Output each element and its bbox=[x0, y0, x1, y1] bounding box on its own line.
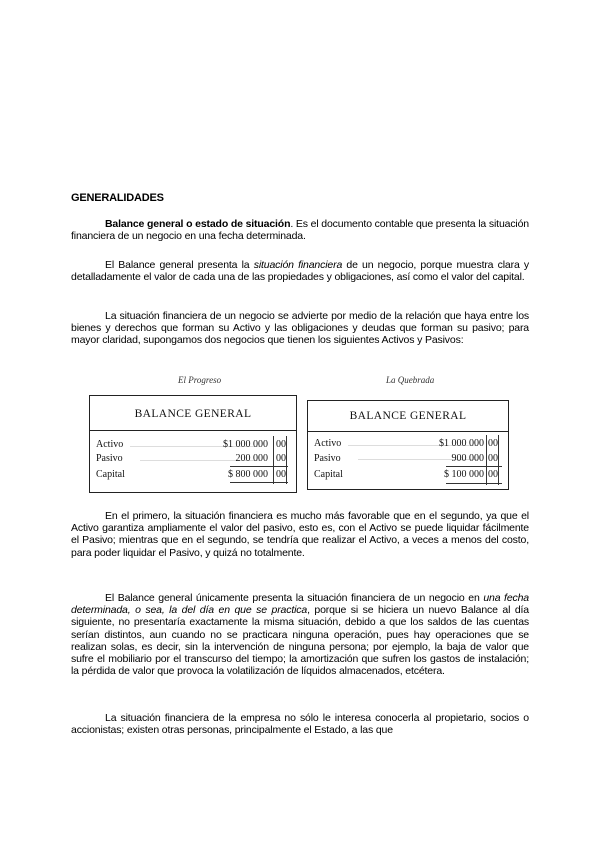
row-amount: 200 000 bbox=[235, 453, 268, 464]
paragraph-text: El Balance general presenta la bbox=[105, 259, 254, 271]
row-cents: 00 bbox=[276, 469, 286, 480]
paragraph-text: de un negocio, porque muestra clara y detalladamente el valor de cada una de las propiedades y obligaciones, así como el valor del capital. bbox=[71, 259, 529, 284]
definition-term: Balance general o estado de situación bbox=[105, 218, 291, 230]
emphasis-text: situación financiera bbox=[253, 259, 343, 271]
row-cents: 00 bbox=[488, 453, 498, 464]
balance-row-2-activo bbox=[308, 438, 508, 450]
row-cents: 00 bbox=[488, 438, 498, 449]
balance-sheet-2 bbox=[307, 400, 509, 490]
row-cents: 00 bbox=[276, 453, 286, 464]
paragraph-presents bbox=[71, 259, 529, 283]
balance-sheet-1 bbox=[89, 395, 297, 493]
balance-title-1: BALANCE GENERAL bbox=[134, 408, 252, 420]
paragraph-comparison: En el primero, la situación financiera es mucho más favorable que en el segundo, ya que el Activo garantiza ampliamente el valor del pasivo, esto es, con el Activo se puede liquidar fácilmente el Pasivo; mientras que en el segundo, se tendría que realizar el Activo, a veces a menos del costo, para poder liquidar el Pasivo, y quizá no totalmente. bbox=[71, 510, 529, 559]
row-label: Capital bbox=[96, 469, 125, 480]
paragraph-date bbox=[71, 592, 529, 677]
row-label: Pasivo bbox=[96, 453, 123, 464]
balance-row-2-pasivo bbox=[308, 453, 508, 465]
row-amount: $1 000 000 bbox=[439, 438, 484, 449]
balance-caption-1: El Progreso bbox=[178, 375, 222, 385]
balance-row-1-capital bbox=[90, 469, 296, 481]
paragraph-text: , porque si se hiciera un nuevo Balance al día siguiente, no presentaría exactamente la misma situación, debido a que los saldos de las cuentas serían distintos, aun cuando no se practicara ninguna operación, pues hay operaciones que se realizan solas, es decir, sin la intervención de ninguna persona; por ejemplo, la baja de valor que sufre el mobiliario por el transcurso del tiempo; la amortización que sufren los gastos de instalación; la pérdida de valor que provoca la volatilización de líquidos almacenados, etcétera. bbox=[71, 604, 530, 678]
balance-row-1-activo bbox=[90, 439, 296, 451]
balance-row-1-pasivo bbox=[90, 453, 296, 465]
row-label: Capital bbox=[314, 469, 343, 480]
row-amount: 900 000 bbox=[451, 453, 484, 464]
balance-caption-2: La Quebrada bbox=[386, 375, 435, 385]
balance-title-2: BALANCE GENERAL bbox=[349, 410, 467, 422]
row-label: Activo bbox=[96, 439, 124, 450]
row-amount: $1 000 000 bbox=[223, 439, 268, 450]
row-cents: 00 bbox=[276, 439, 286, 450]
row-label: Pasivo bbox=[314, 453, 341, 464]
paragraph-text: El Balance general únicamente presenta la situación financiera de un negocio en bbox=[105, 592, 484, 604]
row-cents: 00 bbox=[488, 469, 498, 480]
paragraph-definition bbox=[71, 218, 529, 242]
row-amount: $ 100 000 bbox=[444, 469, 484, 480]
emphasis-text: una fecha determinada, o sea, la del día en que se practica bbox=[71, 592, 529, 617]
paragraph-interest: La situación financiera de la empresa no sólo le interesa conocerla al propietario, socios o accionistas; existen otras personas, principalmente el Estado, a las que bbox=[71, 712, 529, 737]
section-heading: GENERALIDADES bbox=[71, 192, 164, 204]
paragraph-relation: La situación financiera de un negocio se advierte por medio de la relación que haya entre los bienes y derechos que forman su Activo y las obligaciones y deudas que forman su pasivo; para mayor claridad, supongamos dos negocios que tienen los siguientes Activos y Pasivos: bbox=[71, 310, 529, 347]
balance-row-2-capital bbox=[308, 469, 508, 481]
row-amount: $ 800 000 bbox=[228, 469, 268, 480]
row-label: Activo bbox=[314, 438, 342, 449]
definition-text: . Es el documento contable que presenta la situación financiera de un negocio en una fecha determinada. bbox=[71, 218, 529, 243]
